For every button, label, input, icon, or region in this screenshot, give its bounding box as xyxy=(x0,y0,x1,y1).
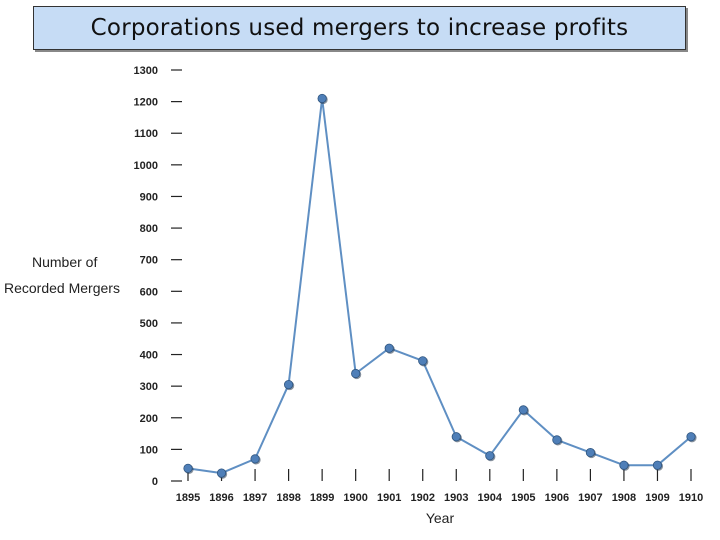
y-tick-label: 300 xyxy=(139,381,158,394)
x-tick-label: 1901 xyxy=(376,492,402,504)
y-tick-label: 1100 xyxy=(134,128,158,141)
x-tick-label: 1902 xyxy=(410,492,435,504)
x-tick-label: 1908 xyxy=(611,492,637,504)
x-tick-label: 1899 xyxy=(309,492,335,504)
x-tick-label: 1905 xyxy=(511,492,536,504)
y-tick-label: 200 xyxy=(139,412,158,425)
data-point xyxy=(318,94,326,102)
x-tick-label: 1897 xyxy=(242,492,268,504)
y-tick-label: 1200 xyxy=(133,96,158,109)
y-tick-label: 600 xyxy=(139,286,158,299)
data-point xyxy=(419,357,427,365)
y-tick-label: 800 xyxy=(139,223,158,236)
data-point xyxy=(653,461,661,469)
y-tick-label: 900 xyxy=(139,191,158,204)
x-tick-label: 1904 xyxy=(477,492,503,504)
x-tick-label: 1895 xyxy=(175,492,201,504)
x-tick-label: 1909 xyxy=(645,492,670,504)
y-axis-label-line-1: Number of xyxy=(32,254,98,270)
y-tick-label: 100 xyxy=(139,444,158,457)
y-axis-label-line-2: Recorded Mergers xyxy=(4,280,120,296)
data-point xyxy=(385,344,393,352)
data-point xyxy=(620,461,628,469)
y-tick-label: 400 xyxy=(139,349,158,362)
x-tick-label: 1906 xyxy=(544,492,570,504)
y-tick-label: 1000 xyxy=(133,159,158,172)
data-point xyxy=(519,406,527,414)
series-line xyxy=(188,98,691,473)
x-tick-label: 1896 xyxy=(209,492,234,504)
data-point xyxy=(553,436,561,444)
y-tick-label: 1300 xyxy=(133,65,158,77)
data-point xyxy=(486,452,494,460)
data-point xyxy=(217,469,225,477)
x-tick-label: 1910 xyxy=(678,492,704,504)
x-tick-label: 1903 xyxy=(444,492,469,504)
slide-title: Corporations used mergers to increase profits xyxy=(33,6,686,50)
y-tick-label: 500 xyxy=(139,317,158,330)
data-point xyxy=(184,464,192,472)
y-tick-label: 700 xyxy=(139,254,158,267)
x-tick-label: 1900 xyxy=(343,492,368,504)
data-point xyxy=(351,369,359,377)
y-tick-label: 0 xyxy=(151,476,158,488)
x-tick-label: 1907 xyxy=(578,492,603,504)
x-tick-label: 1898 xyxy=(276,492,301,504)
data-point xyxy=(284,380,292,388)
x-axis-label: Year xyxy=(425,510,455,526)
data-point xyxy=(452,433,460,441)
data-point xyxy=(687,433,695,441)
data-point xyxy=(586,448,594,456)
data-point xyxy=(251,455,259,463)
